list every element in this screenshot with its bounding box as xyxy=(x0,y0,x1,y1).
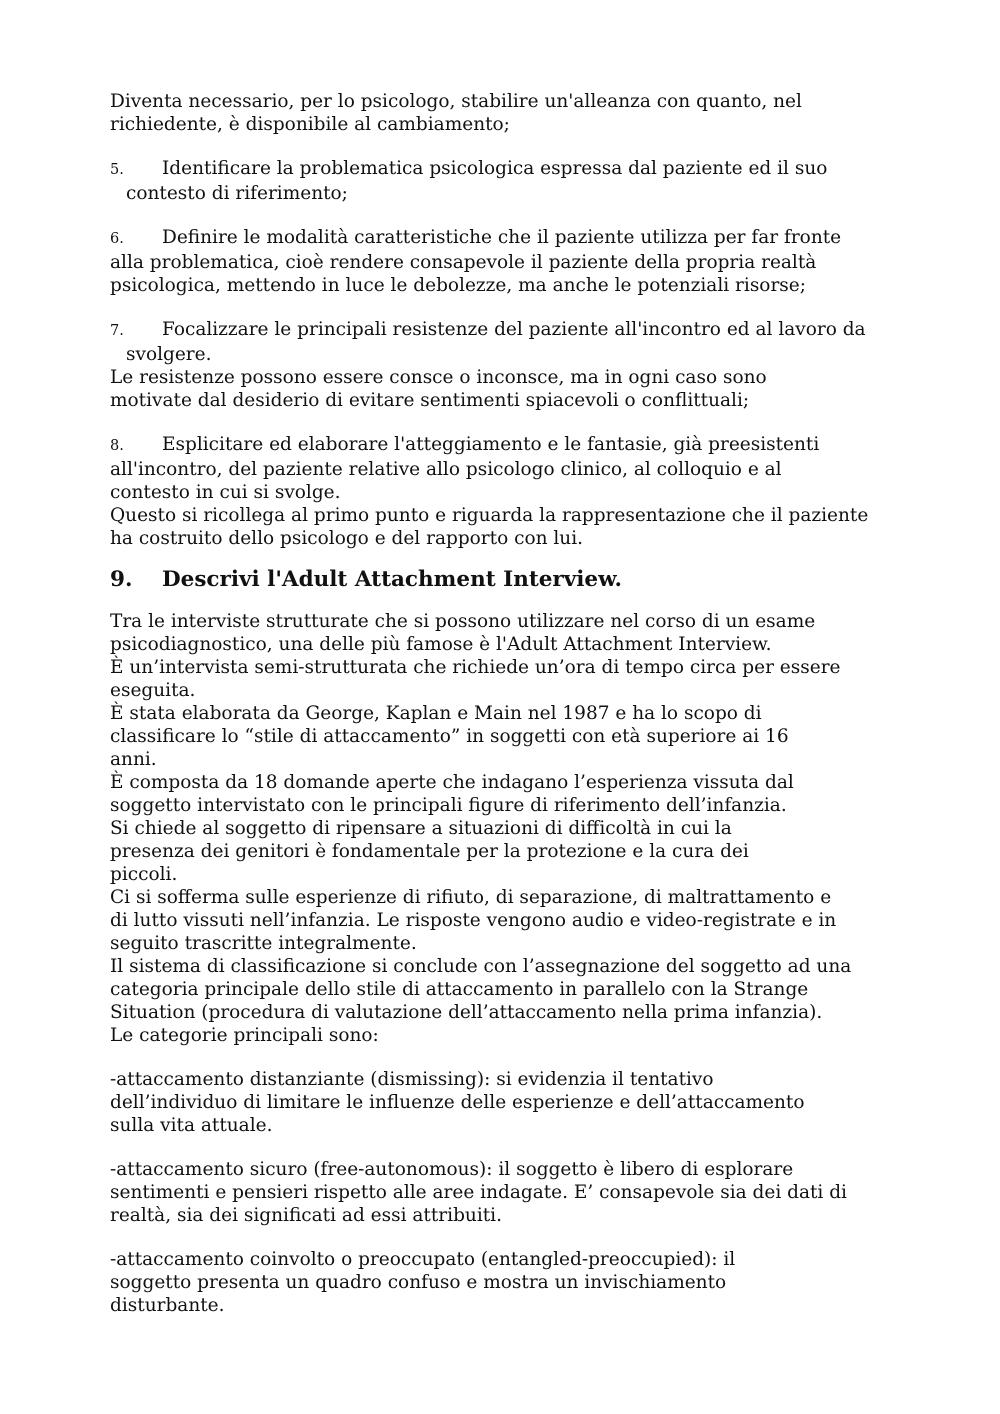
text-line: psicodiagnostico, una delle più famose è l'Adult Attachment Interview. xyxy=(110,634,772,655)
text-line: -attaccamento distanziante (dismissing): si evidenzia il tentativo xyxy=(110,1069,714,1090)
text-line: motivate dal desiderio di evitare sentimenti spiacevoli o conflittuali; xyxy=(110,390,750,411)
list-number: 8. xyxy=(110,438,124,454)
text-line: Le resistenze possono essere consce o inconsce, ma in ogni caso sono xyxy=(110,367,767,388)
text-line: classificare lo “stile di attaccamento” in soggetti con età superiore ai 16 xyxy=(110,726,789,747)
text-line: svolgere. xyxy=(126,344,212,365)
intro-paragraph xyxy=(110,90,900,136)
text-line: Il sistema di classificazione si conclude con l’assegnazione del soggetto ad una xyxy=(110,956,852,977)
text-line: di lutto vissuti nell’infanzia. Le risposte vengono audio e video-registrate e in xyxy=(110,910,837,931)
text-line: Diventa necessario, per lo psicologo, stabilire un'alleanza con quanto, nel xyxy=(110,91,802,112)
list-number: 5. xyxy=(110,162,124,178)
text-line: -attaccamento coinvolto o preoccupato (entangled-preoccupied): il xyxy=(110,1249,736,1270)
text-line: È composta da 18 domande aperte che indagano l’esperienza vissuta dal xyxy=(110,772,794,793)
text-line: anni. xyxy=(110,749,157,770)
list-number: 6. xyxy=(110,231,124,247)
text-line: dell’individuo di limitare le influenze delle esperienze e dell’attaccamento xyxy=(110,1092,805,1113)
text-line: contesto in cui si svolge. xyxy=(110,482,341,503)
text-line: Identificare la problematica psicologica espressa dal paziente ed il suo xyxy=(162,158,828,179)
text-line: contesto di riferimento; xyxy=(126,183,348,204)
category-entangled-preoccupied xyxy=(110,1248,900,1317)
text-line: Esplicitare ed elaborare l'atteggiamento e le fantasie, già preesistenti xyxy=(162,434,820,455)
text-line: eseguita. xyxy=(110,680,196,701)
text-line: piccoli. xyxy=(110,864,178,885)
text-line: seguito trascritte integralmente. xyxy=(110,933,417,954)
text-line: richiedente, è disponibile al cambiamento; xyxy=(110,114,510,135)
text-line: Ci si sofferma sulle esperienze di rifiuto, di separazione, di maltrattamento e xyxy=(110,887,832,908)
text-line: categoria principale dello stile di attaccamento in parallelo con la Strange xyxy=(110,979,809,1000)
text-line: È stata elaborata da George, Kaplan e Main nel 1987 e ha lo scopo di xyxy=(110,703,762,724)
text-line: disturbante. xyxy=(110,1295,225,1316)
text-line: ha costruito dello psicologo e del rapporto con lui. xyxy=(110,528,584,549)
text-line: sentimenti e pensieri rispetto alle aree indagate. E’ consapevole sia dei dati di xyxy=(110,1182,847,1203)
text-line: Definire le modalità caratteristiche che il paziente utilizza per far fronte xyxy=(162,227,842,248)
text-line: all'incontro, del paziente relative allo psicologo clinico, al colloquio e al xyxy=(110,459,782,480)
heading-number: 9. xyxy=(110,567,133,592)
text-line: psicologica, mettendo in luce le debolezze, ma anche le potenziali risorse; xyxy=(110,275,806,296)
text-line: Questo si ricollega al primo punto e riguarda la rappresentazione che il paziente xyxy=(110,505,869,526)
text-line: -attaccamento sicuro (free-autonomous): il soggetto è libero di esplorare xyxy=(110,1159,794,1180)
heading-text: Descrivi l'Adult Attachment Interview. xyxy=(162,567,622,592)
category-dismissing xyxy=(110,1068,900,1137)
text-line: È un’intervista semi-strutturata che richiede un’ora di tempo circa per essere xyxy=(110,657,841,678)
text-line: realtà, sia dei significati ad essi attribuiti. xyxy=(110,1205,502,1226)
text-line: Situation (procedura di valutazione dell’attaccamento nella prima infanzia). xyxy=(110,1002,823,1023)
body-paragraph xyxy=(110,610,900,1047)
text-line: Tra le interviste strutturate che si possono utilizzare nel corso di un esame xyxy=(110,611,816,632)
text-line: Focalizzare le principali resistenze del paziente all'incontro ed al lavoro da xyxy=(162,319,866,340)
text-line: Le categorie principali sono: xyxy=(110,1025,379,1046)
text-line: soggetto intervistato con le principali figure di riferimento dell’infanzia. xyxy=(110,795,787,816)
text-line: soggetto presenta un quadro confuso e mostra un invischiamento xyxy=(110,1272,727,1293)
text-line: sulla vita attuale. xyxy=(110,1115,273,1136)
list-item-8 xyxy=(110,433,900,550)
section-heading xyxy=(110,566,900,594)
text-line: alla problematica, cioè rendere consapevole il paziente della propria realtà xyxy=(110,252,817,273)
list-item-5 xyxy=(110,157,900,205)
category-free-autonomous xyxy=(110,1158,900,1227)
document-page xyxy=(110,90,900,1317)
text-line: presenza dei genitori è fondamentale per la protezione e la cura dei xyxy=(110,841,749,862)
list-item-6 xyxy=(110,226,900,297)
text-line: Si chiede al soggetto di ripensare a situazioni di difficoltà in cui la xyxy=(110,818,732,839)
list-number: 7. xyxy=(110,323,124,339)
list-item-7 xyxy=(110,318,900,412)
